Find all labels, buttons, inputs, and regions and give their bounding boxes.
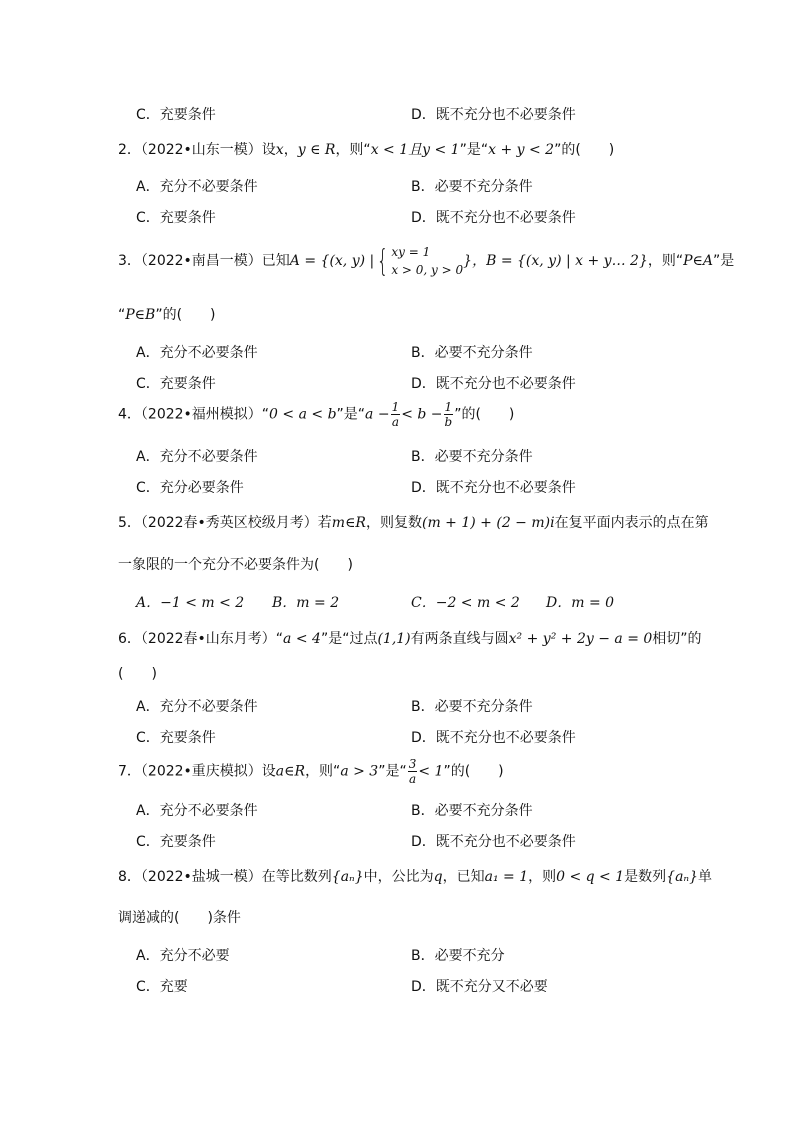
- prev-option-d: D．既不充分也不必要条件: [411, 107, 576, 123]
- q2-then: ，则“: [335, 142, 371, 158]
- q5-prefix: 5．（2022春•秀英区校级月考）若: [118, 515, 332, 531]
- q6-circle: x² + y² + 2y − a = 0: [508, 631, 653, 647]
- q2-x: x: [275, 142, 284, 158]
- q4-frac2-num: 1: [444, 400, 453, 414]
- q5-option-b: B．m = 2: [272, 595, 340, 611]
- q3-tail: ”的( ): [155, 307, 216, 323]
- q5-text2: 在复平面内表示的点在第: [554, 515, 709, 531]
- q7-frac-num: 3: [408, 757, 417, 771]
- question-8: [118, 866, 712, 886]
- q7-option-d: D．既不充分也不必要条件: [411, 834, 576, 850]
- q4-option-c: C．充分必要条件: [136, 480, 244, 496]
- question-8-line2: 调递减的( )条件: [118, 910, 241, 926]
- q5-option-a: A．−1 < m < 2: [136, 595, 245, 611]
- q2-option-b: B．必要不充分条件: [411, 179, 533, 195]
- q7-a-in-r: a∈R: [275, 763, 306, 780]
- q2-in-r: ∈ R: [305, 142, 336, 158]
- q6-text1: ”是“过点: [320, 631, 378, 647]
- q7-frac-den: a: [408, 772, 417, 786]
- q7-then: ，则“: [305, 763, 341, 780]
- q3-then: ，则“: [647, 253, 684, 269]
- left-brace-icon: {: [377, 243, 389, 279]
- q3-open-quote: “: [118, 307, 126, 323]
- q8-text4: 是数列: [624, 869, 667, 885]
- q8-cond: 0 < q < 1: [556, 869, 625, 885]
- q5-complex: (m + 1) + (2 − m)i: [421, 515, 555, 531]
- q2-option-d: D．既不充分也不必要条件: [411, 210, 576, 226]
- q6-prefix: 6．（2022春•山东月考）“: [118, 631, 284, 647]
- q2-cond1: x < 1且y < 1: [370, 142, 460, 158]
- q8-q: q: [433, 869, 443, 885]
- q4-tail: ”的( ): [454, 406, 515, 423]
- q5-m-in-r: m∈R: [331, 515, 366, 531]
- q7-fraction: [408, 758, 418, 785]
- q3-prefix: 3．（2022•南昌一模）已知: [118, 253, 290, 269]
- q5-option-c: C．−2 < m < 2: [411, 595, 520, 611]
- q3-option-c: C．充要条件: [136, 376, 216, 392]
- q2-y: y: [297, 142, 306, 158]
- q4-cond1: 0 < a < b: [269, 406, 337, 423]
- question-3: [118, 243, 734, 279]
- question-3-line2: [118, 304, 216, 324]
- q7-cond1: a > 3: [340, 763, 379, 780]
- question-4: [118, 401, 514, 428]
- q7-prefix: 7．（2022•重庆模拟）设: [118, 763, 276, 780]
- q5-text1: ，则复数: [365, 515, 422, 531]
- q6-text3: 相切”的: [652, 631, 702, 647]
- q3-set-b: ，B = {(x, y) | x + y… 2}: [472, 253, 648, 269]
- q8-option-d: D．既不充分又不必要: [411, 979, 548, 995]
- q8-option-a: A．充分不必要: [136, 948, 230, 964]
- q3-set-a-close: }: [463, 253, 473, 269]
- q6-text2: 有两条直线与圆: [410, 631, 509, 647]
- q8-option-c: C．充要: [136, 979, 188, 995]
- question-5: [118, 512, 709, 532]
- q4-option-d: D．既不充分也不必要条件: [411, 480, 576, 496]
- q4-option-a: A．充分不必要条件: [136, 449, 258, 465]
- q3-system: [391, 243, 463, 279]
- q2-is: ”是“: [459, 142, 489, 158]
- q8-text2: ，已知: [442, 869, 485, 885]
- q2-tail: ”的( ): [554, 142, 615, 158]
- q8-option-b: B．必要不充分: [411, 948, 505, 964]
- q4-fraction-1: [391, 401, 401, 428]
- q6-point: (1,1): [377, 631, 411, 647]
- q7-tail: ”的( ): [443, 763, 504, 780]
- q6-option-b: B．必要不充分条件: [411, 699, 533, 715]
- q8-a1: a₁ = 1: [484, 869, 529, 885]
- q8-seq: {aₙ}: [331, 869, 364, 885]
- q4-prefix: 4．（2022•福州模拟）“: [118, 406, 270, 423]
- q8-seq2: {aₙ}: [666, 869, 698, 885]
- prev-option-c: C．充要条件: [136, 107, 216, 123]
- q4-frac2-den: b: [444, 415, 453, 429]
- q4-is: ”是“: [336, 406, 366, 423]
- q7-is: ”是“: [378, 763, 407, 780]
- q4-frac1-num: 1: [391, 400, 400, 414]
- q3-set-a: A = {(x, y) |: [289, 253, 375, 269]
- q4-option-b: B．必要不充分条件: [411, 449, 533, 465]
- q3-system-eq1: xy = 1: [391, 245, 431, 259]
- q3-option-b: B．必要不充分条件: [411, 345, 533, 361]
- q6-option-d: D．既不充分也不必要条件: [411, 730, 576, 746]
- q5-option-d: D．m = 0: [546, 595, 615, 611]
- q7-option-c: C．充要条件: [136, 834, 216, 850]
- q6-cond1: a < 4: [283, 631, 321, 647]
- q4-mid: < b −: [401, 406, 443, 423]
- q2-prefix: 2．（2022•山东一模）设: [118, 142, 276, 158]
- q8-prefix: 8．（2022•盐城一模）在等比数列: [118, 869, 332, 885]
- q2-sep: ，: [283, 142, 298, 158]
- q8-text1: 中，公比为: [363, 869, 434, 885]
- q2-option-a: A．充分不必要条件: [136, 179, 258, 195]
- question-5-line2: 一象限的一个充分不必要条件为( ): [118, 557, 353, 573]
- question-6-line2: ( ): [118, 666, 157, 682]
- q3-cond2: P∈B: [125, 307, 156, 323]
- q7-option-b: B．必要不充分条件: [411, 803, 533, 819]
- q4-fraction-2: [444, 401, 454, 428]
- q6-option-c: C．充要条件: [136, 730, 216, 746]
- q8-text3: ，则: [528, 869, 557, 885]
- q3-cond1: P∈A: [683, 253, 714, 269]
- q2-cond2: x + y < 2: [488, 142, 555, 158]
- q6-option-a: A．充分不必要条件: [136, 699, 258, 715]
- question-6: [118, 628, 702, 648]
- q4-frac1-den: a: [391, 415, 399, 429]
- q2-option-c: C．充要条件: [136, 210, 216, 226]
- q4-a: a −: [365, 406, 390, 423]
- q3-option-d: D．既不充分也不必要条件: [411, 376, 576, 392]
- q7-lt1: < 1: [418, 763, 444, 780]
- question-7: [118, 758, 504, 785]
- q3-system-eq2: x > 0, y > 0: [391, 263, 464, 277]
- q3-is: ”是: [713, 253, 735, 269]
- q7-option-a: A．充分不必要条件: [136, 803, 258, 819]
- q3-option-a: A．充分不必要条件: [136, 345, 258, 361]
- question-2: [118, 139, 614, 159]
- q8-text5: 单: [698, 869, 712, 885]
